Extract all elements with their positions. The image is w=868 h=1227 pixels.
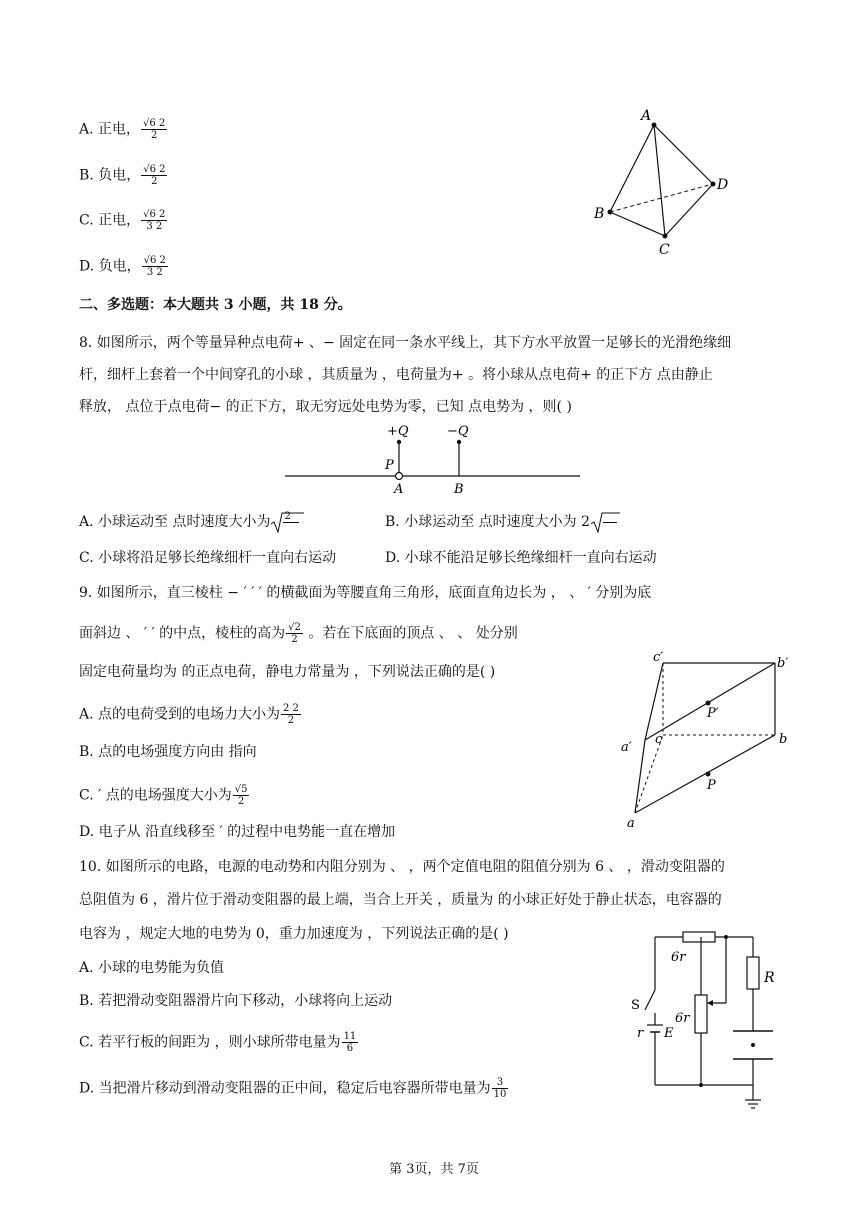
vertex-label-d: D [717, 177, 729, 193]
fraction: $\frac{11}{6}$ [343, 1031, 357, 1054]
fraction: $\frac{3}{10}$ [493, 1077, 507, 1100]
fraction: $\frac{√6 2}{2}$ [143, 164, 166, 187]
b-label: b [779, 732, 788, 747]
q8-option-a: A. 小球运动至 点时速度大小为 2 [79, 511, 304, 533]
q10-option-b: B. 若把滑动变阻器滑片向下移动，小球将向上运动 [79, 993, 393, 1009]
a-label: a [627, 816, 635, 831]
emf-label: E [664, 1026, 674, 1041]
vertex-label-c: C [659, 242, 670, 258]
q10-option-d: D. 当把滑片移动到滑动变阻器的正中间，稳定后电容器所带电量为 $\frac{3}{10}$ [79, 1077, 507, 1100]
q9-stem-line3: 固定电荷量均为 的正点电荷，静电力常量为 ，下列说法正确的是( ) [79, 664, 496, 680]
resistor-r-label: R [764, 970, 775, 986]
b-prime-label: b′ [777, 656, 789, 671]
a-prime-label: a′ [621, 740, 632, 755]
tetrahedron-figure [585, 100, 735, 260]
q10-stem-line3: 电容为 ，规定大地的电势为 0，重力加速度为 ，下列说法正确的是( ) [79, 926, 509, 942]
fraction: $\frac{√5}{2}$ [234, 784, 248, 807]
q9-option-d: D. 电子从 沿直线移至 ′ 的过程中电势能一直在增加 [79, 824, 396, 840]
q8-option-c: C. 小球将沿足够长绝缘细杆一直向右运动 [79, 550, 337, 566]
fraction: $\frac{√2}{2}$ [288, 622, 301, 645]
p-label: P [707, 778, 716, 793]
fraction: $\frac{√6 2}{2}$ [143, 118, 166, 141]
vertex-label-b: B [594, 206, 605, 222]
section-title: 二、多选题：本大题共 3 小题，共 18 分。 [79, 297, 352, 313]
q9-stem-line2: 面斜边 、 ′ ′ 的中点，棱柱的高为 $\frac{√2}{2}$ 。若在下底面的顶点 、 、 处分别 [79, 622, 518, 645]
p-label: P [385, 458, 394, 473]
prism-figure [615, 645, 800, 835]
q8-stem-line2: 杆，细杆上套着一个中间穿孔的小球 ，其质量为 ，电荷量为+ 。将小球从点电荷+ 的正下方 点由静止 [79, 367, 713, 383]
c-label: c [655, 732, 663, 747]
internal-resistance-label: r [637, 1026, 644, 1041]
circuit-figure [625, 925, 785, 1120]
plus-q-label: +Q [387, 424, 409, 439]
q8-option-b: B. 小球运动至 点时速度大小为 2 [385, 511, 620, 533]
charges-rod-figure [280, 418, 585, 498]
q7-option-a: A. 正电， $\frac{√6 2}{2}$ [79, 118, 166, 141]
q10-option-c: C. 若平行板的间距为 ，则小球所带电量为 $\frac{11}{6}$ [79, 1031, 357, 1054]
q10-option-a: A. 小球的电势能为负值 [79, 960, 225, 976]
rheostat-6r-label: 6r [675, 1011, 690, 1026]
fraction: $\frac{2 2}{2}$ [283, 703, 299, 726]
sqrt-symbol [590, 511, 620, 533]
a-label: A [394, 482, 404, 497]
minus-q-label: −Q [447, 424, 469, 439]
fraction: $\frac{√6 2}{3 2}$ [143, 255, 166, 278]
q9-option-b: B. 点的电场强度方向由 指向 [79, 744, 257, 760]
resistor-6r-label: 6r [671, 950, 686, 965]
q8-stem-line1: 8. 如图所示，两个等量异种点电荷+ 、− 固定在同一条水平线上，其下方水平放置一足够长的光滑绝缘细 [79, 335, 732, 351]
q8-option-d: D. 小球不能沿足够长绝缘细杆一直向右运动 [385, 550, 657, 566]
sqrt-symbol: 2 [270, 511, 304, 533]
q8-stem-line3: 释放， 点位于点电荷− 的正下方，取无穷远处电势为零，已知 点电势为 ，则( ) [79, 399, 572, 415]
q9-stem-line1: 9. 如图所示，直三棱柱 − ′ ′ ′ 的横截面为等腰直角三角形，底面直角边长为 ， 、 ′ 分别为底 [79, 585, 652, 601]
vertex-label-a: A [641, 108, 652, 124]
q10-stem-line1: 10. 如图所示的电路，电源的电动势和内阻分别为 、 ，两个定值电阻的阻值分别为 6 、 ，滑动变阻器的 [79, 859, 725, 875]
switch-label: S [631, 998, 640, 1013]
q7-option-c: C. 正电， $\frac{√6 2}{3 2}$ [79, 209, 166, 232]
b-label: B [454, 482, 464, 497]
q9-option-a: A. 点的电荷受到的电场力大小为 $\frac{2 2}{2}$ [79, 703, 299, 726]
q9-option-c: C. ′ 点的电场强度大小为 $\frac{√5}{2}$ [79, 784, 248, 807]
fraction: $\frac{√6 2}{3 2}$ [143, 209, 166, 232]
c-prime-label: c′ [653, 650, 664, 665]
page-footer: 第 3页，共 7页 [389, 1162, 479, 1177]
q7-option-b: B. 负电， $\frac{√6 2}{2}$ [79, 164, 166, 187]
p-prime-label: P′ [707, 706, 719, 721]
q7-option-d: D. 负电， $\frac{√6 2}{3 2}$ [79, 255, 166, 278]
q10-stem-line2: 总阻值为 6 ，滑片位于滑动变阻器的最上端，当合上开关 ，质量为 的小球正好处于静止状态，电容器的 [79, 892, 722, 908]
